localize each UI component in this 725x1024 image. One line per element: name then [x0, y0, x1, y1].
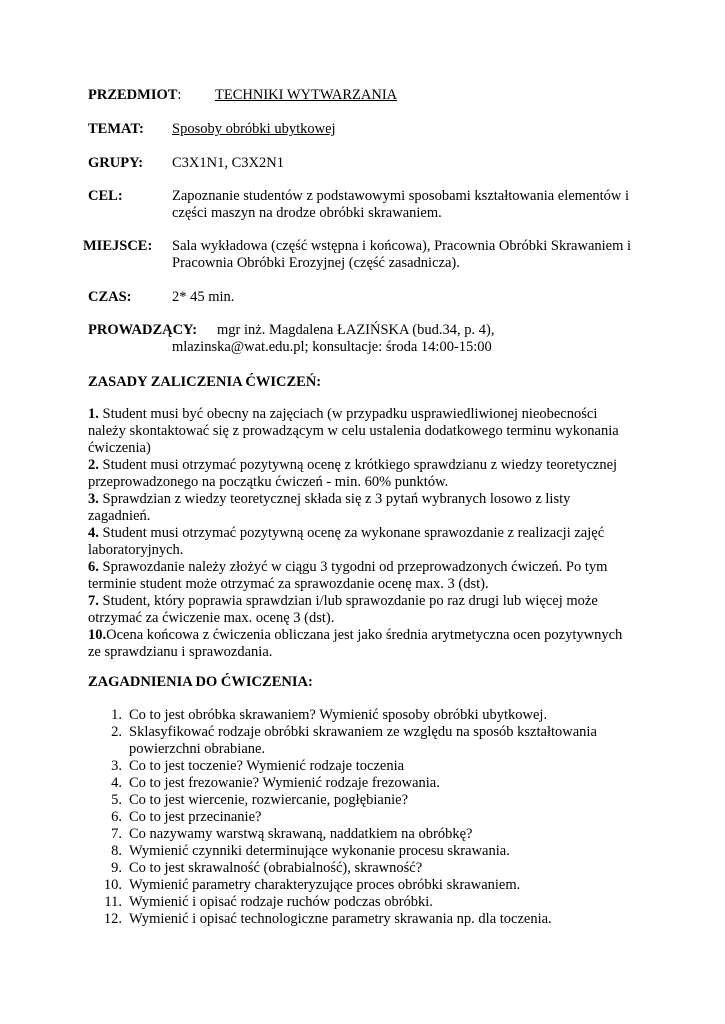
prowadzacy-label: PROWADZĄCY:: [88, 322, 198, 338]
list-item: 5. Co to jest wiercenie, rozwiercanie, pogłębianie?: [111, 792, 409, 808]
rule-item: [88, 525, 638, 559]
prowadzacy-line-2: mlazinska@wat.edu.pl; konsultacje: środa 14:00-15:00: [172, 339, 492, 355]
list-item: 2. Sklasyfikować rodzaje obróbki skrawaniem ze względu na sposób kształtowania powierzchni obrabiane.: [111, 724, 597, 757]
list-item: 11. Wymienić i opisać rodzaje ruchów podczas obróbki.: [104, 894, 433, 910]
temat-value: Sposoby obróbki ubytkowej: [172, 121, 336, 137]
cel-line-1: Zapoznanie studentów z podstawowymi sposobami kształtowania elementów i: [172, 188, 630, 204]
cel-label: CEL:: [88, 188, 123, 204]
cel-line-2: części maszyn na drodze obróbki skrawaniem.: [172, 205, 442, 221]
przedmiot-label: PRZEDMIOT:: [88, 87, 182, 103]
rule-line: 6. Sprawozdanie należy złożyć w ciągu 3 tygodni od przeprowadzonych ćwiczeń. Po tym: [88, 559, 608, 575]
rule-line: przeprowadzonego na początku ćwiczeń - min. 60% punktów.: [88, 474, 449, 490]
topics-list: [100, 707, 620, 928]
rules-heading: ZASADY ZALICZENIA ĆWICZEŃ:: [88, 374, 322, 390]
grupy-label: GRUPY:: [88, 155, 144, 171]
rule-line: 2. Student musi otrzymać pozytywną ocenę z krótkiego sprawdzianu z wiedzy teoretycznej: [88, 457, 618, 473]
rule-line: 10.Ocena końcowa z ćwiczenia obliczana jest jako średnia arytmetyczna ocen pozytywnych: [88, 627, 623, 643]
rule-line: ze sprawdzianu i sprawozdania.: [88, 644, 273, 660]
miejsce-line-2: Pracownia Obróbki Erozyjnej (część zasadnicza).: [172, 255, 460, 271]
list-item: 4. Co to jest frezowanie? Wymienić rodzaje frezowania.: [111, 775, 440, 791]
list-item: 8. Wymienić czynniki determinujące wykonanie procesu skrawania.: [111, 843, 510, 859]
list-item: 7. Co nazywamy warstwą skrawaną, naddatkiem na obróbkę?: [111, 826, 473, 842]
rule-item: [88, 627, 638, 661]
rule-line: 3. Sprawdzian z wiedzy teoretycznej składa się z 3 pytań wybranych losowo z listy: [88, 491, 571, 507]
rules-list: [88, 406, 638, 661]
prowadzacy-line-1: mgr inż. Magdalena ŁAZIŃSKA (bud.34, p. 4),: [217, 322, 495, 338]
rule-line: należy skontaktować się z prowadzącym w celu ustalenia dodatkowego terminu wykonania: [88, 423, 619, 439]
list-item: 12. Wymienić i opisać technologiczne parametry skrawania np. dla toczenia.: [103, 911, 552, 927]
rule-item: [88, 491, 638, 525]
miejsce-line-1: Sala wykładowa (część wstępna i końcowa), Pracownia Obróbki Skrawaniem i: [172, 238, 632, 254]
list-item: 6. Co to jest przecinanie?: [111, 809, 262, 825]
przedmiot-value: TECHNIKI WYTWARZANIA: [215, 87, 398, 103]
rule-item: [88, 457, 638, 491]
list-item: 3. Co to jest toczenie? Wymienić rodzaje toczenia: [111, 758, 405, 774]
rule-line: 4. Student musi otrzymać pozytywną ocenę za wykonane sprawozdanie z realizacji zajęć: [88, 525, 605, 541]
topics-heading: ZAGADNIENIA DO ĆWICZENIA:: [88, 674, 313, 690]
czas-value: 2* 45 min.: [172, 289, 235, 305]
rule-line: terminie student może otrzymać za sprawozdanie ocenę max. 3 (dst).: [88, 576, 489, 592]
list-item: 10. Wymienić parametry charakteryzujące proces obróbki skrawaniem.: [103, 877, 521, 893]
rule-item: [88, 406, 638, 457]
list-item: 1. Co to jest obróbka skrawaniem? Wymienić sposoby obróbki ubytkowej.: [111, 707, 548, 723]
rule-item: [88, 593, 638, 627]
rule-line: otrzymać za ćwiczenie max. ocenę 3 (dst).: [88, 610, 335, 626]
rule-line: zagadnień.: [88, 508, 151, 524]
list-item: 9. Co to jest skrawalność (obrabialność), skrawność?: [111, 860, 423, 876]
temat-label: TEMAT:: [88, 121, 144, 137]
rule-item: [88, 559, 638, 593]
rule-line: ćwiczenia): [88, 440, 151, 456]
rule-line: laboratoryjnych.: [88, 542, 184, 558]
grupy-value: C3X1N1, C3X2N1: [172, 155, 284, 171]
czas-label: CZAS:: [88, 289, 132, 305]
rule-line: 7. Student, który poprawia sprawdzian i/lub sprawozdanie po raz drugi lub więcej może: [88, 593, 598, 609]
miejsce-label: MIEJSCE:: [83, 238, 153, 254]
rule-line: 1. Student musi być obecny na zajęciach (w przypadku usprawiedliwionej nieobecności: [88, 406, 598, 422]
